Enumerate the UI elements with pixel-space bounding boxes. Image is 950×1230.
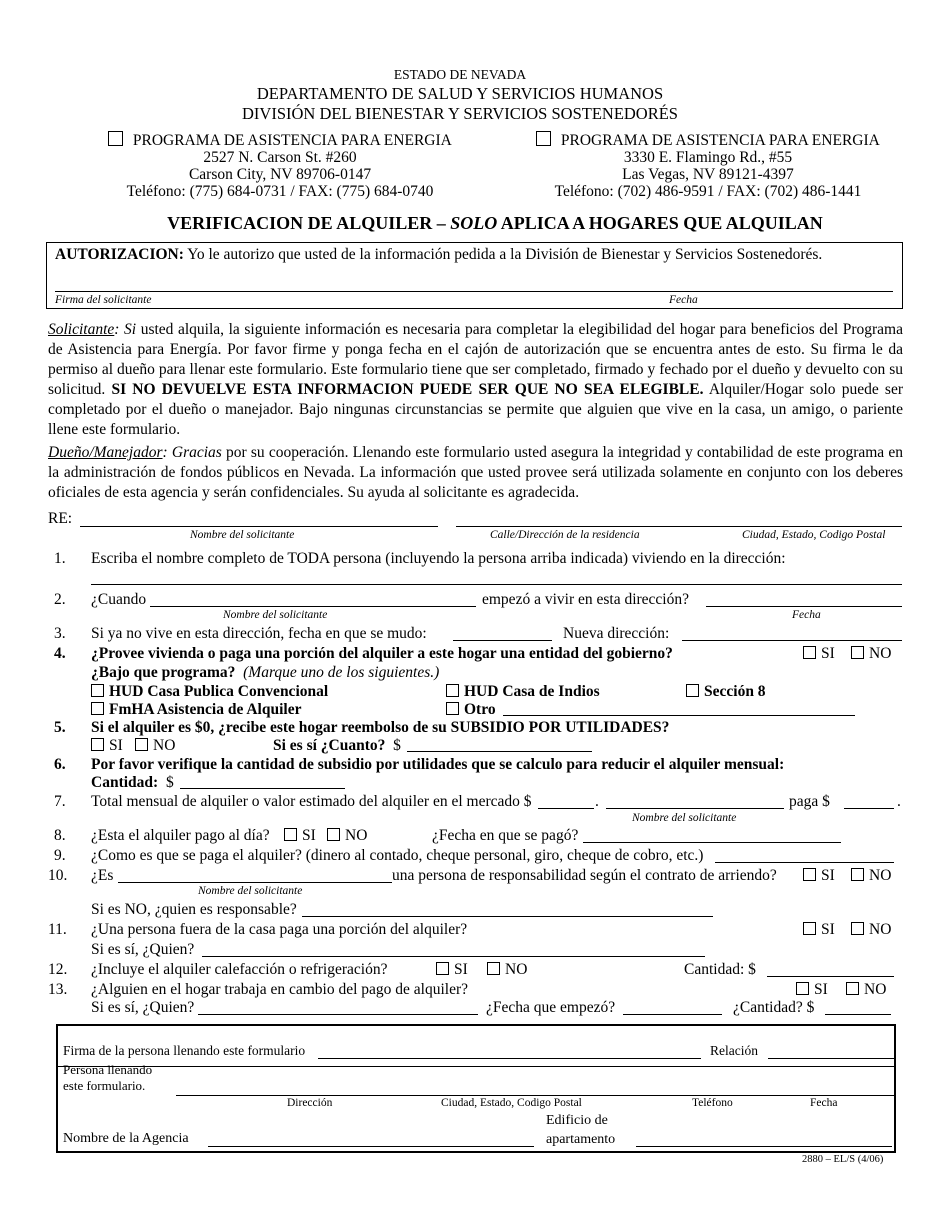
- q7-end: .: [897, 793, 901, 810]
- q2-text-a: ¿Cuando: [91, 591, 147, 608]
- state-heading: ESTADO DE NEVADA: [393, 67, 527, 82]
- q7-name-label: Nombre del solicitante: [632, 812, 737, 824]
- q6-amount: Cantidad: $: [91, 774, 174, 791]
- q11-yes-checkbox[interactable]: [803, 922, 816, 935]
- date-label: Fecha: [810, 1097, 838, 1109]
- q3-move-date-line[interactable]: [453, 640, 552, 641]
- re-label: RE:: [48, 510, 73, 527]
- q10-follow-text: Si es NO, ¿quien es responsable?: [91, 901, 297, 918]
- relation-line[interactable]: [768, 1058, 894, 1059]
- q4-fmha-checkbox[interactable]: [91, 702, 104, 715]
- q5-no-option[interactable]: NO: [135, 737, 175, 755]
- q5-amount-line[interactable]: [407, 751, 592, 752]
- q8-date-text: ¿Fecha en que se pagó?: [432, 827, 579, 844]
- person-address-line[interactable]: [176, 1095, 894, 1096]
- office-vegas-city: Las Vegas, NV 89121-4397: [622, 166, 794, 183]
- form-code: 2880 – EL/S (4/06): [802, 1154, 884, 1165]
- q4-hud-public-checkbox[interactable]: [91, 684, 104, 697]
- signature-divider-line: [58, 1066, 894, 1067]
- q9-text: ¿Como es que se paga el alquiler? (dinero al contado, cheque personal, giro, cheque de cobro, etc.): [91, 847, 704, 864]
- q4-yes-checkbox[interactable]: [803, 646, 816, 659]
- q10-follow-line[interactable]: [302, 916, 713, 917]
- authorization-date-label: Fecha: [669, 294, 698, 306]
- q3-new-address-line[interactable]: [682, 640, 902, 641]
- q7-pays: paga $: [789, 793, 830, 810]
- q11-no-option[interactable]: NO: [851, 921, 891, 939]
- q4-option-hud-indian[interactable]: HUD Casa de Indios: [446, 683, 600, 701]
- office-carson-block: [95, 149, 465, 200]
- q13-who-text: Si es sí, ¿Quien?: [91, 999, 195, 1016]
- agency-line[interactable]: [208, 1146, 534, 1147]
- q1-number: 1.: [54, 550, 66, 567]
- division-heading: DIVISIÓN DEL BIENESTAR Y SERVICIOS SOSTENEDORÉS: [242, 104, 678, 123]
- owner-instructions: Dueño/Manejador: Gracias por su cooperación. Llenando este formulario usted asegura la integridad y contabilidad de este programa en la administración de fondos públicos en Nevada. La información que usted provee será utilizada solamente en conjunto con los deberes oficiales de esta agencia y serán confidenciales. Su ayuda al solicitante es agradecida.: [48, 444, 903, 501]
- address-label: Dirección: [287, 1097, 333, 1109]
- agency-label: Nombre de la Agencia: [63, 1131, 189, 1146]
- person-filling-label: Persona llenando este formulario.: [63, 1062, 153, 1093]
- q4-option-hud-public[interactable]: HUD Casa Publica Convencional: [91, 683, 328, 701]
- re-name-label: Nombre del solicitante: [190, 529, 295, 541]
- office-carson-phone: Teléfono: (775) 684-0731 / FAX: (775) 684-0740: [126, 183, 434, 200]
- q4-no-checkbox[interactable]: [851, 646, 864, 659]
- q2-name-label: Nombre del solicitante: [223, 609, 328, 621]
- applicant-instructions: Solicitante: Si usted alquila, la siguiente información es necesaria para completar la elegibilidad del hogar para beneficios del Programa de Asistencia para Energía. Por favor firme y ponga fecha en el cajón de autorización que se encuentra antes de esto. Su firma le da permiso al dueño para llenar este formulario. Este formulario tiene que ser completado, firmado y fechado por el dueño y devuelto con su solicitud. SI NO DEVUELVE ESTA INFORMACION PUEDE SER QUE NO SEA ELEGIBLE. Alquiler/Hogar solo puede ser completado por el dueño o manejador. Bajo ningunas circunstancias se permite que alguien que vive en la casa, un amigo, o pariente llene este formulario.: [48, 321, 903, 438]
- office-carson-address: 2527 N. Carson St. #260: [203, 149, 357, 166]
- form-title: VERIFICACION DE ALQUILER – SOLO APLICA A HOGARES QUE ALQUILAN: [167, 213, 823, 233]
- q2-text-b: empezó a vivir en esta dirección?: [482, 591, 689, 608]
- q7-text-a: Total mensual de alquiler o valor estimado del alquiler en el mercado $: [91, 793, 532, 810]
- q12-number: 12.: [48, 961, 68, 978]
- q4-other-line[interactable]: [503, 715, 855, 716]
- q4-text: ¿Provee vivienda o paga una porción del alquiler a este hogar una entidad del gobierno?: [91, 645, 673, 662]
- signature-label: Firma de la persona llenando este formulario: [63, 1043, 306, 1058]
- q4-no-option[interactable]: NO: [851, 645, 891, 663]
- q13-amount-text: ¿Cantidad? $: [733, 999, 815, 1016]
- q12-amount-text: Cantidad: $: [684, 961, 756, 978]
- q10-text-b: una persona de responsabilidad según el contrato de arriendo?: [392, 867, 777, 884]
- q5-amount: Si es sí ¿Cuanto? $: [273, 737, 401, 754]
- q12-yes-checkbox[interactable]: [436, 962, 449, 975]
- q10-name-label: Nombre del solicitante: [198, 885, 303, 897]
- q13-text: ¿Alguien en el hogar trabaja en cambio del pago de alquiler?: [91, 981, 469, 998]
- q10-name-line[interactable]: [118, 882, 392, 883]
- office-carson-city: Carson City, NV 89706-0147: [188, 166, 372, 183]
- re-address-line[interactable]: [456, 526, 902, 527]
- authorization-signature-label: Firma del solicitante: [55, 294, 152, 306]
- q4-option-fmha[interactable]: FmHA Asistencia de Alquiler: [91, 701, 301, 719]
- q8-no-checkbox[interactable]: [327, 828, 340, 841]
- q11-text: ¿Una persona fuera de la casa paga una porción del alquiler?: [91, 921, 468, 938]
- signature-line[interactable]: [318, 1058, 701, 1059]
- q13-date-line[interactable]: [623, 1014, 722, 1015]
- q13-date-text: ¿Fecha que empezó?: [486, 999, 616, 1016]
- q11-follow-line[interactable]: [202, 956, 705, 957]
- q6-text: Por favor verifique la cantidad de subsidio por utilidades que se calculo para reducir el alquiler mensual:: [91, 756, 785, 773]
- re-street-label: Calle/Dirección de la residencia: [490, 529, 640, 541]
- q13-number: 13.: [48, 981, 68, 998]
- q5-yes-checkbox[interactable]: [91, 738, 104, 751]
- q11-yes-option[interactable]: SI: [803, 921, 835, 939]
- q13-amount-line[interactable]: [825, 1014, 891, 1015]
- office-vegas-phone: Teléfono: (702) 486-9591 / FAX: (702) 486-1441: [554, 183, 862, 200]
- q5-number: 5.: [54, 719, 66, 736]
- q5-no-checkbox[interactable]: [135, 738, 148, 751]
- q9-number: 9.: [54, 847, 66, 864]
- q11-follow-text: Si es sí, ¿Quien?: [91, 941, 195, 958]
- q4-number: 4.: [54, 645, 66, 662]
- q4-hud-indian-checkbox[interactable]: [446, 684, 459, 697]
- q8-yes-checkbox[interactable]: [284, 828, 297, 841]
- q2-number: 2.: [54, 591, 66, 608]
- re-name-line[interactable]: [80, 526, 438, 527]
- q8-text: ¿Esta el alquiler pago al día?: [91, 827, 270, 844]
- department-heading: DEPARTAMENTO DE SALUD Y SERVICIOS HUMANOS: [256, 84, 664, 103]
- q11-no-checkbox[interactable]: [851, 922, 864, 935]
- q13-who-line[interactable]: [198, 1014, 478, 1015]
- q2-date-line[interactable]: [706, 606, 902, 607]
- building-line[interactable]: [636, 1146, 892, 1147]
- office-carson-program: PROGRAMA DE ASISTENCIA PARA ENERGIA: [108, 131, 452, 150]
- q10-yes-option[interactable]: SI: [803, 867, 835, 885]
- q3-text-a: Si ya no vive en esta dirección, fecha en que se mudo:: [91, 625, 427, 642]
- q10-number: 10.: [48, 867, 68, 884]
- q8-date-line[interactable]: [583, 842, 841, 843]
- q12-yes-option[interactable]: SI: [436, 961, 468, 979]
- q3-text-b: Nueva dirección:: [563, 625, 670, 642]
- q7-text-b: .: [595, 793, 599, 810]
- building-label: Edificio de apartamento: [546, 1113, 616, 1147]
- q2-date-label: Fecha: [792, 609, 821, 621]
- q1-text: Escriba el nombre completo de TODA persona (incluyendo la persona arriba indicada) viviendo en la dirección:: [91, 550, 786, 567]
- q8-yes-option[interactable]: SI: [284, 827, 316, 845]
- q10-yes-checkbox[interactable]: [803, 868, 816, 881]
- relation-label: Relación: [710, 1043, 758, 1058]
- q4-yes-option[interactable]: SI: [803, 645, 835, 663]
- office-vegas-address: 3330 E. Flamingo Rd., #55: [623, 149, 793, 166]
- q12-amount-line[interactable]: [767, 976, 894, 977]
- q12-text: ¿Incluye el alquiler calefacción o refrigeración?: [91, 961, 388, 978]
- q7-number: 7.: [54, 793, 66, 810]
- office-vegas-block: [523, 149, 893, 200]
- q13-no-option[interactable]: NO: [846, 981, 886, 999]
- q11-number: 11.: [48, 921, 67, 938]
- q1-answer-line[interactable]: [91, 584, 902, 585]
- q4-section8-checkbox[interactable]: [686, 684, 699, 697]
- office-vegas-program: PROGRAMA DE ASISTENCIA PARA ENERGIA: [536, 131, 880, 150]
- q13-yes-checkbox[interactable]: [796, 982, 809, 995]
- q6-amount-line[interactable]: [180, 788, 345, 789]
- q5-text: Si el alquiler es $0, ¿recibe este hogar reembolso de su SUBSIDIO POR UTILIDADES?: [91, 719, 670, 736]
- q10-text-a: ¿Es: [91, 867, 114, 884]
- city-label: Ciudad, Estado, Codigo Postal: [441, 1097, 582, 1109]
- q7-name-line[interactable]: [606, 808, 784, 809]
- q6-number: 6.: [54, 756, 66, 773]
- q3-number: 3.: [54, 625, 66, 642]
- q8-number: 8.: [54, 827, 66, 844]
- q7-pays-line[interactable]: [844, 808, 894, 809]
- q9-answer-line[interactable]: [715, 862, 894, 863]
- phone-label: Teléfono: [692, 1097, 733, 1109]
- q7-rent-line[interactable]: [538, 808, 594, 809]
- q5-yes-option[interactable]: SI: [91, 737, 123, 755]
- q13-yes-option[interactable]: SI: [796, 981, 828, 999]
- authorization-text: AUTORIZACION: Yo le autorizo que usted de la información pedida a la División de Bienestar y Servicios Sostenedorés.: [55, 246, 823, 263]
- q4-other-checkbox[interactable]: [446, 702, 459, 715]
- q10-no-option[interactable]: NO: [851, 867, 891, 885]
- q2-name-line[interactable]: [150, 606, 476, 607]
- q4-option-section8[interactable]: Sección 8: [686, 683, 766, 701]
- authorization-signature-line[interactable]: [55, 291, 893, 292]
- q12-no-option[interactable]: NO: [487, 961, 527, 979]
- re-city-label: Ciudad, Estado, Codigo Postal: [742, 529, 886, 541]
- q4-option-other[interactable]: Otro: [446, 701, 496, 719]
- office-vegas-checkbox[interactable]: [536, 131, 551, 146]
- authorization-box: [46, 242, 903, 309]
- q10-no-checkbox[interactable]: [851, 868, 864, 881]
- q4-program-question: ¿Bajo que programa? (Marque uno de los siguientes.): [91, 664, 440, 681]
- q13-no-checkbox[interactable]: [846, 982, 859, 995]
- office-carson-checkbox[interactable]: [108, 131, 123, 146]
- signature-box: [56, 1024, 896, 1153]
- q8-no-option[interactable]: NO: [327, 827, 367, 845]
- q12-no-checkbox[interactable]: [487, 962, 500, 975]
